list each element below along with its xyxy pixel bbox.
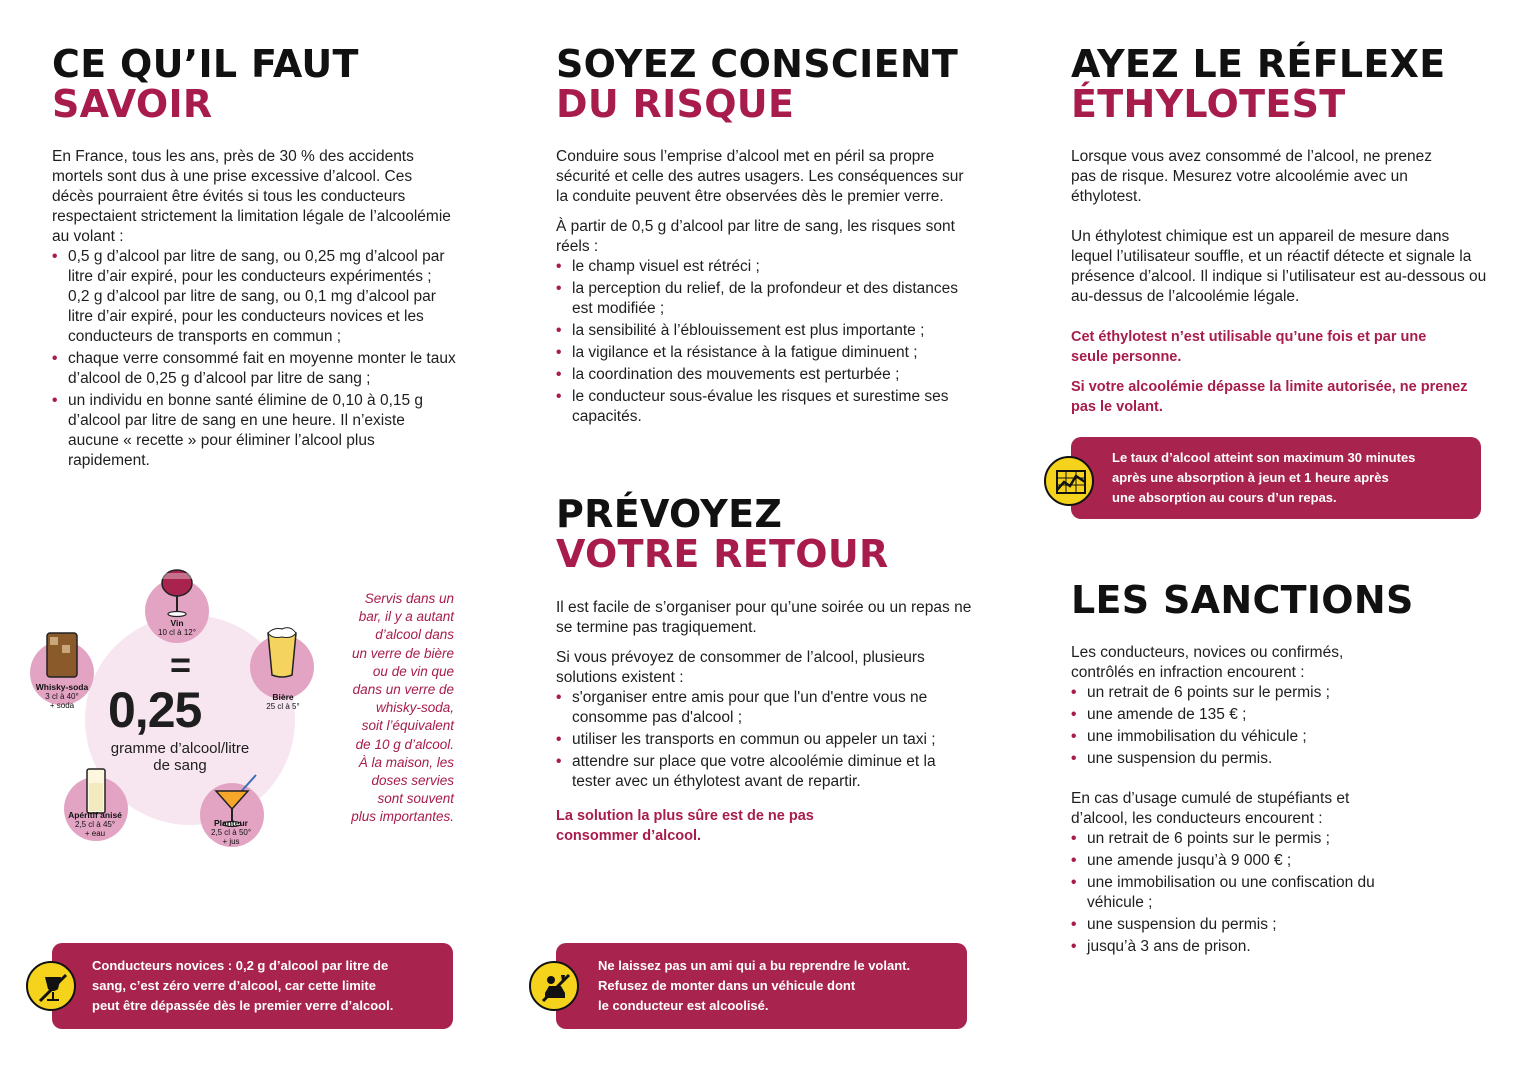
risque-title-line1: SOYEZ CONSCIENT	[556, 42, 959, 86]
retour-intro2: Si vous prévoyez de consommer de l’alcool, plusieurs solutions existent :	[556, 649, 925, 686]
risque-list	[556, 257, 976, 427]
list-item: • une suspension du permis.	[1071, 749, 1491, 769]
beer-glass-icon	[250, 621, 314, 691]
retour-strong: La solution la plus sûre est de ne pas consommer d’alcool.	[556, 808, 814, 844]
savoir-intro: En France, tous les ans, près de 30 % des accidents mortels sont dus à une prise excessive d’alcool. Ces décès pourraient être évités si tous les conducteurs respectaient strictement la limitation légale de l’alcoolémie au volant :	[52, 148, 451, 245]
risque-intro2: À partir de 0,5 g d’alcool par litre de sang, les risques sont réels :	[556, 218, 955, 255]
list-item: • le conducteur sous-évalue les risques et surestime ses capacités.	[556, 387, 976, 427]
sanctions-intro: Les conducteurs, novices ou confirmés, contrôlés en infraction encourent :	[1071, 644, 1344, 681]
equivalence-value: 0,25	[108, 682, 202, 738]
callout-novices-text: Conducteurs novices : 0,2 g d’alcool par litre de sang, c’est zéro verre d’alcool, car cette limite peut être dépassée dès le premier verre d’alcool.	[92, 958, 394, 1013]
list-item: • un individu en bonne santé élimine de 0,10 à 0,15 g d’alcool par litre de sang en une heure. Il n’existe aucune « recette » pour éliminer l’alcool plus rapidement.	[52, 391, 457, 471]
sanctions-list	[1071, 683, 1491, 769]
drink-biere	[250, 635, 314, 699]
list-item: • une immobilisation du véhicule ;	[1071, 727, 1491, 747]
retour-intro: Il est facile de s’organiser pour qu’une soirée ou un repas ne se termine pas tragiquement.	[556, 599, 972, 636]
retour-body	[556, 598, 976, 846]
callout-ami	[556, 943, 967, 1029]
ethylotest-title-line1: AYEZ LE RÉFLEXE	[1071, 42, 1446, 86]
ethylotest-intro: Lorsque vous avez consommé de l’alcool, ne prenez pas de risque. Mesurez votre alcoolémie avec un éthylotest.	[1071, 148, 1433, 205]
ethylotest-title	[1071, 44, 1491, 124]
label-aperitif: Apéritif anisé 2,5 cl à 45° + eau	[68, 810, 122, 838]
retour-title-line1: PRÉVOYEZ	[556, 492, 783, 536]
label-biere: Bière 25 cl à 5°	[266, 692, 300, 711]
retour-list	[556, 688, 976, 792]
list-item: • un retrait de 6 points sur le permis ;	[1071, 683, 1491, 703]
list-item: • un retrait de 6 points sur le permis ;	[1071, 829, 1411, 849]
label-vin: Vin 10 cl à 12°	[158, 618, 196, 637]
label-whisky: Whisky-soda 3 cl à 40° + soda	[35, 682, 89, 710]
ethylotest-strong1: Cet éthylotest n’est utilisable qu’une fois et par une seule personne.	[1071, 329, 1427, 365]
list-item: • une immobilisation ou une confiscation du véhicule ;	[1071, 873, 1411, 913]
equivalence-unit: gramme d’alcool/litre de sang	[110, 740, 250, 774]
list-item: • attendre sur place que votre alcoolémie diminue et la tester avec un éthylotest avant de repartir.	[556, 752, 976, 792]
callout-ami-text: Ne laissez pas un ami qui a bu reprendre le volant. Refusez de monter dans un véhicule dont le conducteur est alcoolisé.	[598, 958, 911, 1013]
no-drunk-driving-icon	[529, 961, 579, 1011]
list-item: • chaque verre consommé fait en moyenne monter le taux d’alcool de 0,25 g d’alcool par litre de sang ;	[52, 349, 457, 389]
list-item: • la perception du relief, de la profondeur et des distances est modifiée ;	[556, 279, 976, 319]
sanctions-title-text: LES SANCTIONS	[1071, 578, 1414, 622]
sanctions-list-2	[1071, 829, 1411, 957]
callout-taux-text: Le taux d’alcool atteint son maximum 30 minutes après une absorption à jeun et 1 heure après une absorption au cours d’un repas.	[1112, 450, 1416, 505]
label-planteur: Planteur 2,5 cl à 50° + jus	[210, 818, 252, 846]
list-item: • le champ visuel est rétréci ;	[556, 257, 976, 277]
callout-taux	[1071, 437, 1481, 519]
list-item: • jusqu’à 3 ans de prison.	[1071, 937, 1411, 957]
ethylotest-strong2: Si votre alcoolémie dépasse la limite autorisée, ne prenez pas le volant.	[1071, 379, 1468, 415]
sanctions-body	[1071, 643, 1491, 959]
ethylotest-title-line2: ÉTHYLOTEST	[1071, 82, 1346, 126]
savoir-title-line2: SAVOIR	[52, 82, 213, 126]
retour-title-line2: VOTRE RETOUR	[556, 532, 889, 576]
list-item: • la vigilance et la résistance à la fatigue diminuent ;	[556, 343, 976, 363]
list-item: • 0,5 g d’alcool par litre de sang, ou 0,25 mg d’alcool par litre d’air expiré, pour les conducteurs expérimentés ; 0,2 g d’alcool par litre de sang, ou 0,1 mg d’alcool par litre d’air expiré, pour les conducteurs novices et les conducteurs de transports en commun ;	[52, 247, 457, 347]
sanctions-intro2: En cas d’usage cumulé de stupéfiants et d’alcool, les conducteurs encourent :	[1071, 790, 1350, 827]
savoir-list	[52, 247, 457, 471]
list-item: • s'organiser entre amis pour que l'un d'entre vous ne consomme pas d'alcool ;	[556, 688, 976, 728]
drinks-note: Servis dans un bar, il y a autant d’alcool dans un verre de bière ou de vin que dans un verre de whisky-soda, soit l’équivalent de 10 g d’alcool. À la maison, les doses servies sont souvent plus importantes.	[351, 591, 454, 825]
sanctions-title	[1071, 580, 1491, 620]
chart-icon	[1044, 456, 1094, 506]
list-item: • une suspension du permis ;	[1071, 915, 1411, 935]
ethylotest-body	[1071, 147, 1491, 417]
ethylotest-intro2: Un éthylotest chimique est un appareil de mesure dans lequel l’utilisateur souffle, et un réactif détecte et signale la présence d’alcool. Il indique si l’utilisateur est au-dessous ou au-dessus de l’alcoolémie légale.	[1071, 228, 1487, 305]
savoir-title	[52, 44, 472, 124]
equals-sign: =	[170, 644, 192, 685]
savoir-body	[52, 147, 457, 473]
drinks-infographic	[30, 565, 330, 855]
no-alcohol-icon	[26, 961, 76, 1011]
savoir-title-line1: CE QU’IL FAUT	[52, 42, 359, 86]
list-item: • la sensibilité à l’éblouissement est plus importante ;	[556, 321, 976, 341]
list-item: • une amende jusqu’à 9 000 € ;	[1071, 851, 1411, 871]
risque-intro: Conduire sous l’emprise d’alcool met en péril sa propre sécurité et celle des autres usagers. Les conséquences sur la conduite peuvent être observées dès le premier verre.	[556, 148, 964, 205]
risque-title-line2: DU RISQUE	[556, 82, 795, 126]
retour-title	[556, 494, 996, 574]
risque-title	[556, 44, 996, 124]
callout-novices	[52, 943, 453, 1029]
list-item: • la coordination des mouvements est perturbée ;	[556, 365, 976, 385]
risque-body	[556, 147, 976, 429]
list-item: • une amende de 135 € ;	[1071, 705, 1491, 725]
list-item: • utiliser les transports en commun ou appeler un taxi ;	[556, 730, 976, 750]
